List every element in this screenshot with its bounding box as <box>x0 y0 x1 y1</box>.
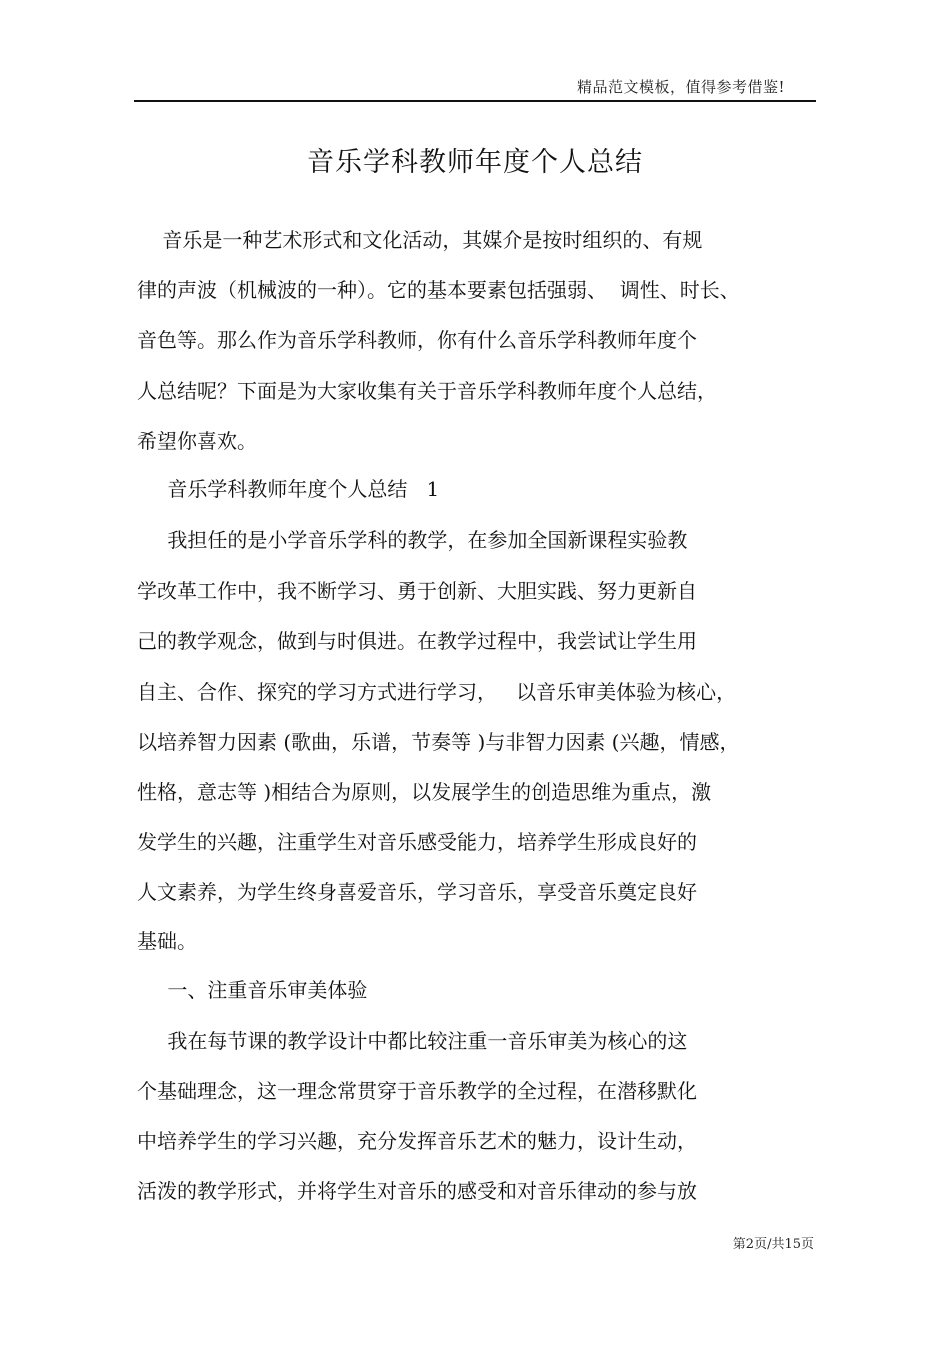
body-line: 己的教学观念，做到与时俱进。在教学过程中，我尝试让学生用 <box>137 629 697 653</box>
body-line: 性格，意志等 )相结合为原则，以发展学生的创造思维为重点，激 <box>137 780 712 804</box>
body-line: 基础。 <box>137 929 197 953</box>
body-line: 律的声波（机械波的一种）。它的基本要素包括强弱、 调性、时长、 <box>137 278 740 302</box>
section-heading: 一、注重音乐审美体验 <box>142 978 368 1002</box>
body-line: 个基础理念，这一理念常贯穿于音乐教学的全过程，在潜移默化 <box>137 1079 697 1103</box>
body-line: 音乐是一种艺术形式和文化活动，其媒介是按时组织的、有规 <box>137 228 703 252</box>
body-line: 自主、合作、探究的学习方式进行学习， 以音乐审美体验为核心， <box>137 680 737 704</box>
body-line: 音色等。那么作为音乐学科教师，你有什么音乐学科教师年度个 <box>137 328 697 352</box>
body-line: 人文素养，为学生终身喜爱音乐，学习音乐，享受音乐奠定良好 <box>137 880 697 904</box>
document-title: 音乐学科教师年度个人总结 <box>307 147 643 178</box>
body-line: 中培养学生的学习兴趣，充分发挥音乐艺术的魅力，设计生动， <box>137 1129 697 1153</box>
header-watermark-text: 精品范文模板，值得参考借鉴! <box>576 78 785 96</box>
body-line: 活泼的教学形式，并将学生对音乐的感受和对音乐律动的参与放 <box>137 1179 697 1203</box>
page-indicator: 第2页/共15页 <box>732 1237 814 1252</box>
body-line: 学改革工作中，我不断学习、勇于创新、大胆实践、努力更新自 <box>137 579 697 603</box>
section-heading: 音乐学科教师年度个人总结 1 <box>142 477 440 501</box>
body-line: 人总结呢？下面是为大家收集有关于音乐学科教师年度个人总结， <box>137 379 717 403</box>
body-line: 我在每节课的教学设计中都比较注重一音乐审美为核心的这 <box>142 1029 688 1053</box>
header-divider <box>134 100 816 102</box>
body-line: 发学生的兴趣，注重学生对音乐感受能力，培养学生形成良好的 <box>137 830 697 854</box>
body-line: 以培养智力因素 (歌曲，乐谱，节奏等 )与非智力因素 (兴趣，情感， <box>137 730 740 754</box>
body-line: 我担任的是小学音乐学科的教学，在参加全国新课程实验教 <box>142 528 688 552</box>
body-line: 希望你喜欢。 <box>137 429 257 453</box>
